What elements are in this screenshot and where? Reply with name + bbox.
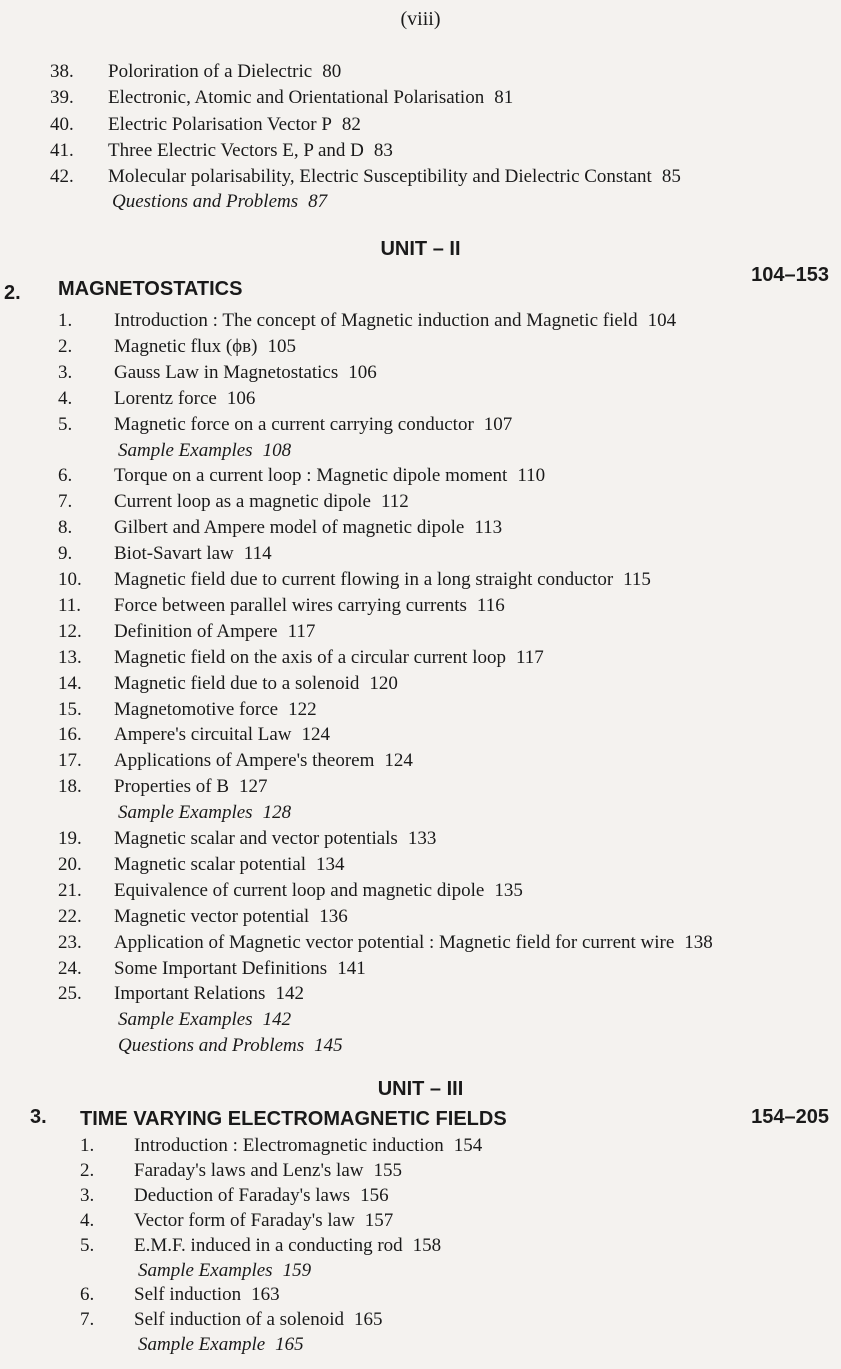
toc-entry-title: Sample Example [138, 1334, 266, 1355]
toc-entry-number: 10. [58, 569, 82, 590]
toc-entry-title: Important Relations [114, 983, 266, 1004]
toc-entry-title: Self induction of a solenoid [134, 1309, 345, 1330]
toc-entry-title: Sample Examples [138, 1260, 273, 1281]
toc-entry-title: Sample Examples [118, 440, 253, 461]
toc-entry-number: 38. [50, 61, 74, 82]
toc-entry [58, 931, 713, 955]
toc-entry-number: 5. [58, 414, 73, 435]
toc-entry [58, 879, 523, 903]
toc-entry [58, 594, 505, 618]
toc-entry-page: 117 [516, 647, 544, 668]
toc-entry-number: 14. [58, 673, 82, 694]
toc-entry-page: 106 [348, 362, 377, 383]
toc-entry-number: 6. [58, 465, 73, 486]
toc-entry-page: 115 [623, 569, 651, 590]
toc-entry [58, 490, 409, 514]
toc-entry-title: Magnetic flux (ϕʙ) [114, 336, 258, 357]
toc-entry [58, 905, 348, 929]
toc-entry-title: Equivalence of current loop and magnetic dipole [114, 880, 485, 901]
toc-subentry [58, 801, 292, 825]
unit-3-heading: UNIT – III [377, 1078, 464, 1100]
toc-entry-number: 6. [80, 1284, 95, 1305]
chapter-2-title: MAGNETOSTATICS [58, 278, 243, 300]
toc-entry-page: 83 [373, 140, 393, 161]
toc-entry-number: 4. [58, 388, 73, 409]
toc-entry-title: Magnetic field on the axis of a circular current loop [114, 647, 506, 668]
page-number: (viii) [400, 8, 441, 30]
toc-entry [58, 620, 316, 644]
toc-entry-page: 106 [226, 388, 256, 409]
toc-entry [58, 672, 398, 696]
toc-entry-page: 165 [275, 1334, 304, 1355]
toc-entry-title: Magnetic force on a current carrying conductor [114, 414, 474, 435]
toc-entry-title: Definition of Ampere [114, 621, 278, 642]
toc-entry [80, 1209, 394, 1233]
toc-entry-number: 15. [58, 699, 82, 720]
chapter-2-page-range: 104–153 [751, 264, 829, 286]
toc-entry [50, 165, 681, 189]
toc-subentry [80, 1333, 304, 1357]
toc-entry-title: Questions and Problems [118, 1035, 305, 1056]
toc-entry-page: 116 [476, 595, 505, 616]
toc-entry-page: 87 [308, 191, 328, 212]
toc-entry-number: 7. [58, 491, 73, 512]
toc-entry [58, 646, 544, 670]
toc-entry-page: 156 [360, 1185, 389, 1206]
toc-entry [58, 413, 513, 437]
toc-subentry [58, 1008, 292, 1032]
toc-entry-title: Magnetic field due to current flowing in a long straight conductor [114, 569, 614, 590]
toc-entry-page: 134 [316, 854, 345, 875]
toc-entry-title: Introduction : Electromagnetic induction [134, 1135, 444, 1156]
toc-entry-title: Ampere's circuital Law [114, 724, 292, 745]
toc-entry [58, 568, 651, 592]
toc-entry-page: 138 [684, 932, 713, 953]
toc-entry-number: 3. [58, 362, 73, 383]
toc-entry [50, 86, 514, 110]
toc-entry-page: 110 [517, 465, 546, 486]
toc-entry-page: 80 [322, 61, 342, 82]
toc-entry-title: Molecular polarisability, Electric Susceptibility and Dielectric Constant [108, 166, 652, 187]
toc-entry-number: 13. [58, 647, 82, 668]
toc-entry [80, 1308, 383, 1332]
toc-entry-number: 3. [80, 1185, 95, 1206]
toc-entry-page: 163 [251, 1284, 280, 1305]
toc-entry [80, 1283, 280, 1307]
toc-entry-page: 155 [373, 1160, 402, 1181]
toc-entry-page: 128 [262, 802, 292, 823]
toc-entry-page: 122 [288, 699, 317, 720]
toc-entry-number: 2. [58, 336, 73, 357]
toc-entry-title: Biot-Savart law [114, 543, 234, 564]
toc-entry-page: 112 [380, 491, 409, 512]
toc-entry-page: 108 [262, 440, 292, 461]
toc-entry-number: 41. [50, 140, 74, 161]
toc-entry-page: 127 [239, 776, 268, 797]
toc-entry [58, 957, 366, 981]
toc-entry-page: 82 [341, 114, 361, 135]
toc-entry-page: 142 [275, 983, 304, 1004]
toc-entry-page: 124 [384, 750, 413, 771]
toc-entry-title: Sample Examples [118, 1009, 253, 1030]
toc-entry-title: Gilbert and Ampere model of magnetic dipole [114, 517, 465, 538]
toc-entry-title: Properties of B [114, 776, 230, 797]
toc-entry-number: 19. [58, 828, 82, 849]
toc-entry-number: 1. [58, 310, 73, 331]
unit-2-heading: UNIT – II [380, 238, 461, 260]
toc-entry-title: Poloriration of a Dielectric [108, 61, 313, 82]
toc-entry-number: 16. [58, 724, 82, 745]
toc-entry [58, 335, 296, 359]
toc-entry [58, 775, 268, 799]
toc-entry [50, 60, 342, 84]
toc-entry-page: 136 [319, 906, 348, 927]
toc-entry-title: Lorentz force [114, 388, 217, 409]
chapter-3-number: 3. [30, 1106, 47, 1128]
toc-entry [50, 139, 393, 163]
toc-entry-number: 39. [50, 87, 74, 108]
toc-entry-page: 81 [494, 87, 514, 108]
toc-subentry [50, 190, 328, 214]
toc-entry [58, 698, 317, 722]
toc-entry-page: 157 [364, 1210, 394, 1231]
toc-entry-page: 104 [647, 310, 677, 331]
toc-entry-title: Some Important Definitions [114, 958, 328, 979]
toc-entry-title: Self induction [134, 1284, 242, 1305]
toc-entry-title: Magnetic scalar potential [114, 854, 307, 875]
toc-subentry [58, 439, 292, 463]
toc-entry-number: 12. [58, 621, 82, 642]
toc-entry-title: Electric Polarisation Vector P [108, 114, 332, 135]
toc-entry-page: 159 [282, 1260, 312, 1281]
toc-entry-title: Magnetic scalar and vector potentials [114, 828, 398, 849]
toc-entry-page: 141 [337, 958, 366, 979]
toc-entry [58, 387, 256, 411]
toc-entry-number: 11. [58, 595, 82, 616]
toc-entry-title: Torque on a current loop : Magnetic dipole moment [114, 465, 508, 486]
toc-entry-number: 17. [58, 750, 82, 771]
toc-entry-title: Electronic, Atomic and Orientational Polarisation [108, 87, 485, 108]
toc-entry-number: 7. [80, 1309, 95, 1330]
toc-entry-number: 25. [58, 983, 82, 1004]
toc-entry-title: Force between parallel wires carrying currents [114, 595, 467, 616]
toc-entry-number: 20. [58, 854, 82, 875]
toc-entry-title: Gauss Law in Magnetostatics [114, 362, 339, 383]
toc-entry [58, 542, 272, 566]
toc-entry [58, 309, 677, 333]
toc-entry-number: 18. [58, 776, 82, 797]
toc-entry-number: 9. [58, 543, 73, 564]
toc-entry-number: 22. [58, 906, 82, 927]
toc-entry-number: 1. [80, 1135, 95, 1156]
toc-entry-number: 42. [50, 166, 74, 187]
chapter-3-title: TIME VARYING ELECTROMAGNETIC FIELDS [80, 1108, 507, 1130]
toc-entry-number: 40. [50, 114, 74, 135]
toc-entry [80, 1184, 389, 1208]
toc-subentry [80, 1259, 312, 1283]
toc-entry-title: E.M.F. induced in a conducting rod [134, 1235, 403, 1256]
toc-entry-title: Sample Examples [118, 802, 253, 823]
toc-entry-title: Application of Magnetic vector potential : Magnetic field for current wire [114, 932, 675, 953]
toc-entry-number: 4. [80, 1210, 95, 1231]
chapter-2-number: 2. [4, 282, 21, 304]
toc-entry [58, 749, 413, 773]
toc-entry-page: 165 [354, 1309, 383, 1330]
toc-entry-page: 142 [262, 1009, 292, 1030]
toc-entry [58, 516, 503, 540]
toc-entry-number: 5. [80, 1235, 95, 1256]
toc-entry-page: 154 [453, 1135, 483, 1156]
toc-entry [58, 361, 377, 385]
toc-entry [58, 464, 546, 488]
toc-entry-title: Three Electric Vectors E, P and D [108, 140, 364, 161]
toc-entry-page: 114 [243, 543, 272, 564]
toc-entry-title: Questions and Problems [112, 191, 299, 212]
toc-subentry [58, 1034, 343, 1058]
toc-entry-number: 21. [58, 880, 82, 901]
toc-entry-number: 2. [80, 1160, 95, 1181]
toc-entry-number: 23. [58, 932, 82, 953]
toc-entry-title: Current loop as a magnetic dipole [114, 491, 371, 512]
toc-entry [58, 723, 331, 747]
toc-entry [58, 827, 437, 851]
toc-entry [50, 113, 361, 137]
toc-entry-page: 135 [494, 880, 523, 901]
toc-entry-number: 8. [58, 517, 73, 538]
toc-entry-page: 105 [267, 336, 296, 357]
toc-entry-title: Magnetic vector potential [114, 906, 310, 927]
toc-entry [80, 1159, 402, 1183]
toc-entry [80, 1134, 483, 1158]
toc-entry [58, 982, 304, 1006]
toc-entry-page: 113 [474, 517, 503, 538]
toc-entry-page: 133 [407, 828, 437, 849]
toc-entry-title: Introduction : The concept of Magnetic induction and Magnetic field [114, 310, 638, 331]
toc-entry-title: Applications of Ampere's theorem [114, 750, 375, 771]
toc-entry-page: 145 [314, 1035, 343, 1056]
toc-entry [80, 1234, 442, 1258]
toc-entry-title: Deduction of Faraday's laws [134, 1185, 351, 1206]
toc-entry-page: 117 [287, 621, 316, 642]
toc-entry-title: Vector form of Faraday's law [134, 1210, 355, 1231]
toc-entry-page: 107 [483, 414, 513, 435]
toc-entry-page: 158 [412, 1235, 442, 1256]
toc-entry [58, 853, 345, 877]
toc-entry-title: Faraday's laws and Lenz's law [134, 1160, 364, 1181]
toc-entry-page: 85 [661, 166, 681, 187]
toc-entry-page: 124 [301, 724, 331, 745]
toc-entry-title: Magnetic field due to a solenoid [114, 673, 360, 694]
toc-entry-page: 120 [369, 673, 398, 694]
toc-entry-number: 24. [58, 958, 82, 979]
chapter-3-page-range: 154–205 [751, 1106, 829, 1128]
toc-entry-title: Magnetomotive force [114, 699, 279, 720]
